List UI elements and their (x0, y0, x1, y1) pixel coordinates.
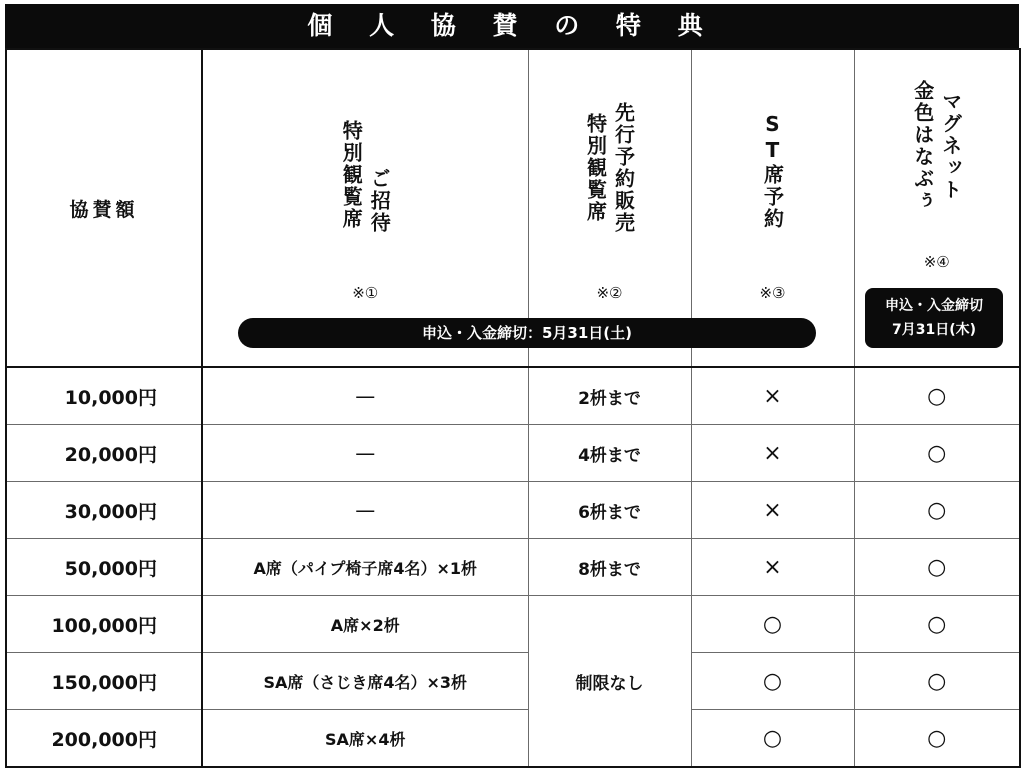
table-row (6, 367, 1020, 425)
magnet-cell: ○ (854, 653, 1020, 710)
header-presale-note: ※② (596, 284, 623, 302)
magnet-deadline-line1: 申込・入金締切 (885, 298, 983, 314)
presale-cell: 4枡まで (528, 425, 691, 482)
table-row (6, 425, 1020, 482)
amount-cell: 10,000円 (6, 367, 202, 425)
st-seat-cell: × (691, 425, 854, 482)
magnet-cell: ○ (854, 539, 1020, 596)
header-magnet-note: ※④ (923, 253, 950, 271)
magnet-cell: ○ (854, 596, 1020, 653)
header-st-seat-line1: ST席予約 (760, 112, 785, 230)
header-amount (6, 49, 202, 367)
magnet-cell: ○ (854, 482, 1020, 539)
st-seat-cell: ○ (691, 653, 854, 710)
table-row (6, 482, 1020, 539)
amount-cell: 20,000円 (6, 425, 202, 482)
invitation-cell: SA席×4枡 (202, 710, 528, 768)
header-st-seat-note: ※③ (759, 284, 786, 302)
presale-cell: 6枡まで (528, 482, 691, 539)
benefits-sheet (5, 4, 1019, 764)
header-invitation-note: ※① (352, 284, 379, 302)
st-seat-cell: × (691, 482, 854, 539)
invitation-cell: SA席（さじき席4名）×3枡 (202, 653, 528, 710)
presale-unlimited-cell: 制限なし (528, 596, 691, 768)
amount-cell: 30,000円 (6, 482, 202, 539)
table-row (6, 710, 1020, 768)
table-row (6, 653, 1020, 710)
st-seat-cell: ○ (691, 710, 854, 768)
table-row (6, 596, 1020, 653)
invitation-cell: — (202, 425, 528, 482)
invitation-cell: A席×2枡 (202, 596, 528, 653)
header-amount-label: 協賛額 (69, 198, 139, 221)
magnet-deadline-badge (865, 288, 1003, 348)
st-seat-cell: ○ (691, 596, 854, 653)
page-title: 個 人 協 賛 の 特 典 (5, 4, 1019, 48)
amount-cell: 50,000円 (6, 539, 202, 596)
invitation-cell: — (202, 482, 528, 539)
st-seat-cell: × (691, 367, 854, 425)
amount-cell: 200,000円 (6, 710, 202, 768)
table-row (6, 539, 1020, 596)
invitation-cell: — (202, 367, 528, 425)
header-invitation-line2: ご招待 (367, 168, 392, 234)
st-seat-cell: × (691, 539, 854, 596)
header-presale-line2: 先行予約販売 (611, 102, 636, 234)
benefits-table (5, 48, 1021, 768)
magnet-deadline-line2: 7月31日(木) (891, 322, 977, 338)
invitation-cell: A席（パイプ椅子席4名）×1枡 (202, 539, 528, 596)
presale-cell: 2枡まで (528, 367, 691, 425)
magnet-cell: ○ (854, 425, 1020, 482)
presale-cell: 8枡まで (528, 539, 691, 596)
header-magnet-line2: マグネット (938, 91, 963, 201)
magnet-cell: ○ (854, 367, 1020, 425)
deadline-banner: 申込・入金締切：5月31日(土) (238, 318, 816, 348)
magnet-cell: ○ (854, 710, 1020, 768)
amount-cell: 100,000円 (6, 596, 202, 653)
header-magnet-line1: 金色はなぶぅ (910, 80, 935, 212)
header-invitation-line1: 特別観覧席 (339, 120, 364, 230)
amount-cell: 150,000円 (6, 653, 202, 710)
header-presale-line1: 特別観覧席 (583, 113, 608, 223)
